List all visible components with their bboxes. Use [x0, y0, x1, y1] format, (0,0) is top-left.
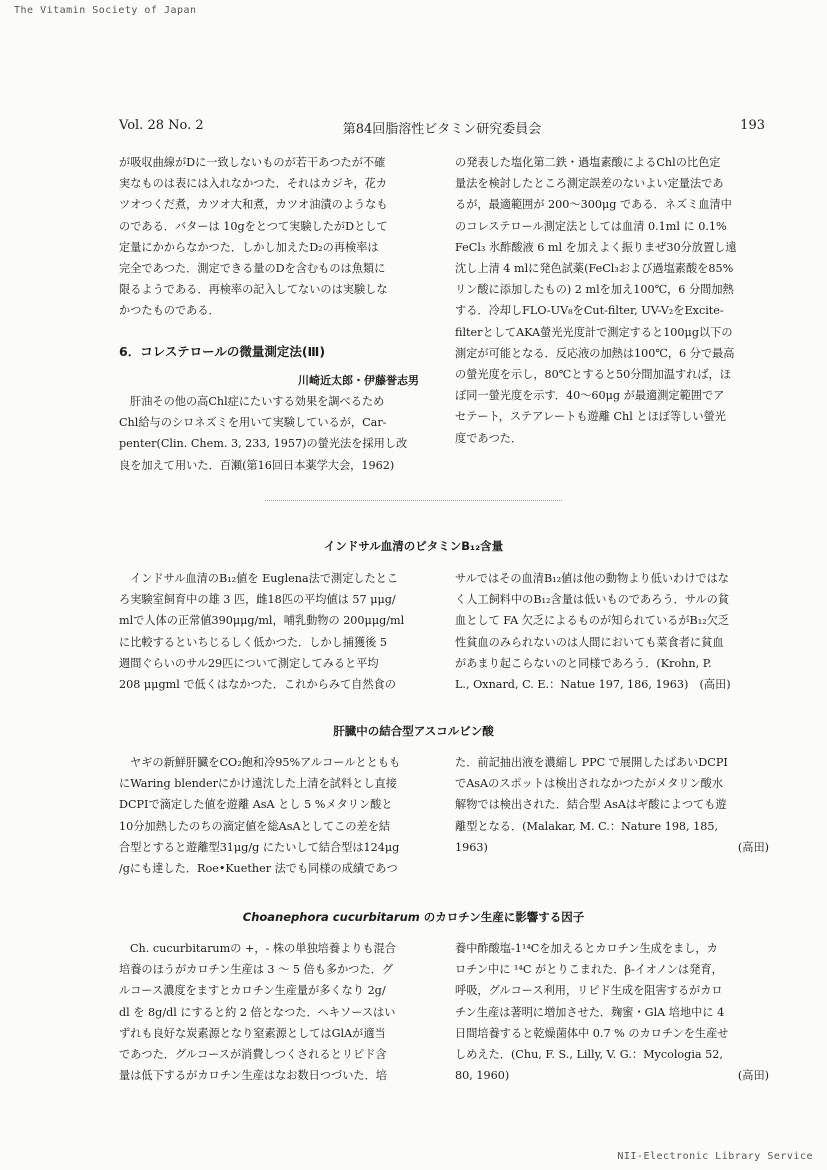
text-line: サルではその血清B₁₂値は他の動物より低いわけではな	[455, 572, 729, 585]
text-line: 沈し上清 4 mlに発色試薬(FeCl₃および過塩素酸を85%	[455, 262, 734, 276]
section-6-title: 6．コレステロールの微量測定法(Ⅲ)	[119, 344, 326, 359]
section-6-authors: 川崎近太郎・伊藤誉志男	[298, 374, 419, 387]
text-line: 実なものは表には入れなかつた．それはカジキ，花カ	[119, 177, 388, 191]
text-line: 離型となる．(Malakar, M. C.：Nature 198, 185,	[455, 819, 719, 833]
volume-label: Vol. 28 No. 2	[119, 118, 204, 133]
text-line: filterとしてAKA螢光光度計で測定すると100μg以下の	[455, 325, 733, 339]
text-line: かつたものである．	[119, 304, 220, 318]
text-line: 解物では検出された．結合型 AsAはギ酸によつても遊	[455, 798, 727, 812]
top-left-column	[119, 152, 427, 322]
text-line: ツオつくだ煮，カツオ大和煮，カツオ油漬のようなも	[119, 198, 388, 212]
article-2-title: 肝臓中の結合型アスコルビン酸	[333, 724, 494, 738]
text-line: ぼ同一螢光度を示す．40〜60μg が最適測定範囲でア	[455, 389, 725, 403]
journal-section-title: 第84回脂溶性ビタミン研究委員会	[342, 122, 542, 137]
text-line: 測定が可能となる．反応液の加熱は100℃，6 分で最高	[455, 346, 735, 360]
text-line: インドサル血清のB₁₂値を Euglena法で測定したとこ	[130, 572, 399, 585]
text-line: 性貧血のみられないのは人間においても菜食者に貧血	[455, 635, 724, 649]
text-line: があまり起こらないのと同様であろう．(Krohn, P.	[455, 656, 712, 670]
text-line: 10分加熱したのちの滴定値を総AsAとしてこの差を結	[119, 819, 391, 833]
text-line: であつた．グルコースが消費しつくされるとリピド含	[119, 1048, 387, 1062]
text-line: dl を 8g/dl にすると約 2 倍となつた．ヘキソースはい	[119, 1005, 396, 1019]
text-line: に比較するといちじるしく低かつた．しかし捕獲後 5	[119, 635, 387, 649]
text-line: Chl給与のシロネズミを用いて実験しているが，Car-	[119, 416, 387, 430]
article-3-left	[119, 938, 429, 1086]
text-line: 良を加えて用いた．百瀬(第16回日本薬学大会，1962)	[119, 458, 395, 472]
text-line: ヤギの新鮮肝臓をCO₂飽和冷95%アルコールとともも	[130, 756, 401, 769]
text-line: 1963)	[455, 840, 488, 854]
text-line: Ch. cucurbitarumの +，- 株の単独培養よりも混合	[130, 942, 396, 955]
text-line: にWaring blenderにかけ遠沈した上清を試料とし直接	[119, 777, 397, 791]
footer-watermark: NII-Electronic Library Service	[617, 1151, 813, 1162]
text-line: 培養のほうがカロチン生産は 3 〜 5 倍も多かつた．グ	[119, 963, 394, 977]
watermark: The Vitamin Society of Japan	[14, 5, 197, 16]
article-3-title-rest: のカロチン生産に影響する因子	[419, 910, 585, 924]
running-header	[119, 118, 765, 138]
text-line: 208 μμgml で低くはなかつた．これからみて自然食の	[119, 678, 396, 692]
text-line: 肝油その他の高Chl症にたいする効果を調べるため	[130, 395, 385, 408]
text-line: 量法を検討したところ測定誤差のないよい定量法であ	[455, 177, 724, 191]
text-line: ずれも良好な炭素源となり窒素源としてはGlAが適当	[119, 1026, 386, 1040]
text-line: の発表した塩化第二鉄・過塩素酸によるChlの比色定	[455, 156, 721, 169]
text-line: く人工飼料中のB₁₂含量は低いものであろう．サルの貧	[455, 593, 729, 607]
text-line: 養中酢酸塩-1¹⁴Cを加えるとカロチン生成をまし，カ	[455, 942, 718, 955]
text-line: るが，最適範囲が 200〜300μg である．ネズミ血清中	[455, 198, 732, 212]
text-line: 呼吸，グルコース利用，リピド生成を阻害するがカロ	[455, 984, 723, 998]
text-line: のコレステロール測定法としては血清 0.1ml に 0.1%	[455, 219, 727, 233]
text-line: た．前記抽出液を濃縮し PPC で展開したばあいDCPI	[455, 756, 728, 769]
article-1-right	[455, 568, 769, 695]
page-number: 193	[740, 118, 765, 133]
text-line: の螢光度を示し，80℃とすると50分間加温すれば，ほ	[455, 368, 731, 382]
text-line: 度であつた．	[455, 431, 523, 445]
text-line: する．冷却しFLO-UV₈をCut-filter, UV-V₂をExcite-	[455, 304, 724, 318]
text-line: 週間ぐらいのサル29匹について測定してみると平均	[119, 656, 379, 670]
text-line: 80, 1960)	[455, 1069, 510, 1083]
author-sign: (高田)	[737, 1069, 769, 1083]
text-line: でAsAのスポットは検出されなかつたがメタリン酸水	[455, 777, 724, 791]
text-line: チン生産は著明に増加させた．麹蜜・GlA 培地中に 4	[455, 1005, 725, 1019]
text-line: DCPIで滴定した値を遊離 AsA とし 5 %メタリン酸と	[119, 798, 393, 812]
text-line: 完全であつた．測定できる量のDを含むものは魚類に	[119, 262, 386, 276]
article-2-left	[119, 752, 429, 879]
text-line: FeCl₃ 氷酢酸液 6 ml を加えよく振りまぜ30分放置し遠	[455, 240, 737, 254]
text-line: penter(Clin. Chem. 3, 233, 1957)の螢光法を採用し改	[119, 437, 408, 451]
text-line: ロチン中に ¹⁴C がとりこまれた．β-イオノンは発育，	[455, 963, 723, 977]
text-line: ルコース濃度をますとカロチン生産量が多くなり 2g/	[119, 984, 386, 998]
article-1-title: インドサル血清のビタミンB₁₂含量	[323, 539, 504, 553]
text-line: 合型とすると遊離型31μg/g にたいして結合型は124μg	[119, 840, 400, 854]
article-3-title	[0, 909, 827, 925]
text-line: が吸収曲線がDに一致しないものが若干あつたが不確	[119, 156, 386, 169]
author-sign: (高田)	[737, 840, 769, 854]
text-line: 定量にかからなかつた．しかし加えたD₂の再検率は	[119, 240, 379, 254]
text-line: 限るようである．再検率の記入してないのは実験しな	[119, 283, 388, 297]
section-6-body	[119, 391, 427, 476]
text-line: 日間培養すると乾燥菌体中 0.7 % のカロチンを生産せ	[455, 1026, 729, 1040]
text-line: 血として FA 欠乏によるものが知られているがB₁₂欠乏	[455, 614, 730, 628]
article-3-title-species: Choanephora cucurbitarum	[242, 910, 420, 924]
text-line: /gにも達した．Roe•Kuether 法でも同様の成績であつ	[119, 862, 398, 876]
text-line: しめえた．(Chu, F. S., Lilly, V. G.：Mycologia 52,	[455, 1048, 723, 1062]
text-line: L., Oxnard, C. E.：Natue 197, 186, 1963) (高田)	[455, 678, 731, 692]
section-divider	[265, 500, 562, 501]
continued-paragraph	[119, 152, 427, 322]
text-line: ろ実験室飼育中の雄 3 匹，雌18匹の平均値は 57 μμg/	[119, 593, 396, 607]
top-right-column	[455, 152, 769, 449]
text-line: 量は低下するがカロチン生産はなお数日つづいた．培	[119, 1069, 387, 1083]
text-line: セテート，ステアレートも遊離 Chl とほぼ等しい螢光	[455, 410, 726, 424]
text-line: mlで人体の正常値390μμg/ml，哺乳動物の 200μμg/ml	[119, 614, 405, 628]
article-2-right	[455, 752, 769, 858]
article-1-left	[119, 568, 429, 695]
text-line: リン酸に添加したもの) 2 mlを加え100℃，6 分間加熱	[455, 283, 734, 297]
article-3-right	[455, 938, 769, 1086]
text-line: のである．バターは 10gをとつて実験したがDとして	[119, 219, 388, 233]
